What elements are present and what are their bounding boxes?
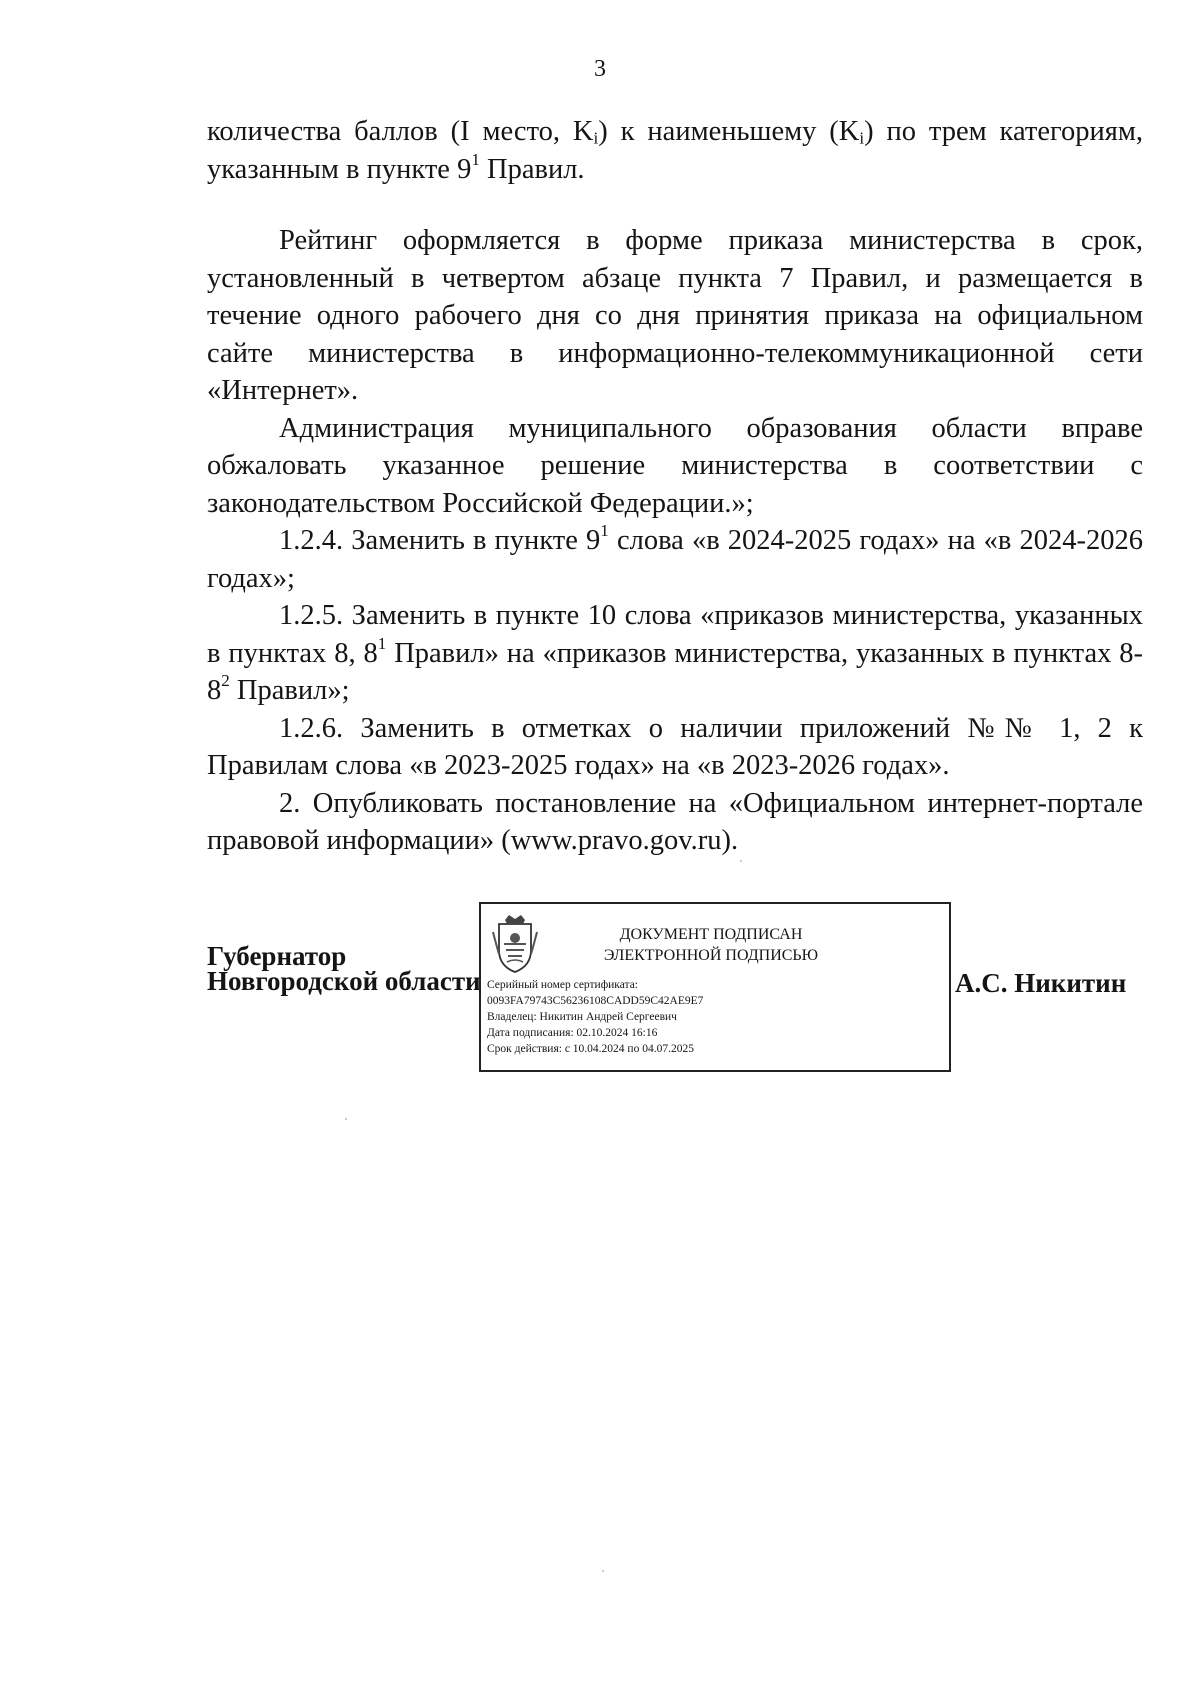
- document-body: [207, 113, 1143, 860]
- signing-date: Дата подписания: 02.10.2024 16:16: [487, 1027, 658, 1039]
- paragraph-rating: Рейтинг оформляется в форме приказа министерства в срок, установленный в четвертом абзаце пункта 7 Правил, и размещается в течение одного рабочего дня со дня принятия приказа на официальном сайте министерства в информационно-телекоммуникационной сети «Интернет».: [207, 225, 1143, 406]
- stamp-details: [487, 977, 703, 1057]
- coat-of-arms-icon: [491, 914, 539, 976]
- certificate-owner: Владелец: Никитин Андрей Сергеевич: [487, 1011, 677, 1023]
- paragraph-1-2-4: 1.2.4. Заменить в пункте $9^1$ слова «в 2024-2025 годах» на «в 2024-2026 годах»;: [207, 521, 1143, 594]
- signer-title: Губернатор Новгородской области: [207, 941, 481, 996]
- paragraph-continuation: количества баллов (I место, $K_i$) к наименьшему $(K_i)$ по трем категориям, указанным в пункте $9^1$ Правил.: [207, 116, 1143, 185]
- stamp-heading: ДОКУМЕНТ ПОДПИСАН ЭЛЕКТРОННОЙ ПОДПИСЬЮ: [603, 926, 819, 964]
- validity-period: Срок действия: с 10.04.2024 по 04.07.2025: [487, 1043, 694, 1055]
- paragraph-appeal: Администрация муниципального образования области вправе обжаловать указанное решение министерства в соответствии с законодательством Российской Федерации.»;: [207, 412, 1143, 519]
- certificate-number: 0093FA79743C56236108CADD59C42AE9E7: [487, 995, 704, 1007]
- scan-speck: [602, 1570, 604, 1572]
- paragraph-publish: 2. Опубликовать постановление на «Официальном интернет-портале правовой информации» (www.pravo.gov.ru).: [207, 787, 1143, 856]
- certificate-label: Серийный номер сертификата:: [487, 979, 638, 991]
- scan-speck: [740, 860, 742, 862]
- signer-name: А.С. Никитин: [955, 968, 1127, 998]
- paragraph-1-2-6: 1.2.6. Заменить в отметках о наличии приложений №№ 1, 2 к Правилам слова «в 2023-2025 годах» на «в 2023-2026 годах».: [207, 712, 1143, 781]
- digital-signature-stamp: [479, 902, 951, 1072]
- paragraph-1-2-5: 1.2.5. Заменить в пункте 10 слова «приказов министерства, указанных в пунктах 8, $8^1$ Правил» на «приказов министерства, указанных в пунктах $8-8^2$ Правил»;: [207, 600, 1144, 706]
- scan-speck: [345, 1118, 347, 1120]
- page-number: 3: [594, 56, 606, 82]
